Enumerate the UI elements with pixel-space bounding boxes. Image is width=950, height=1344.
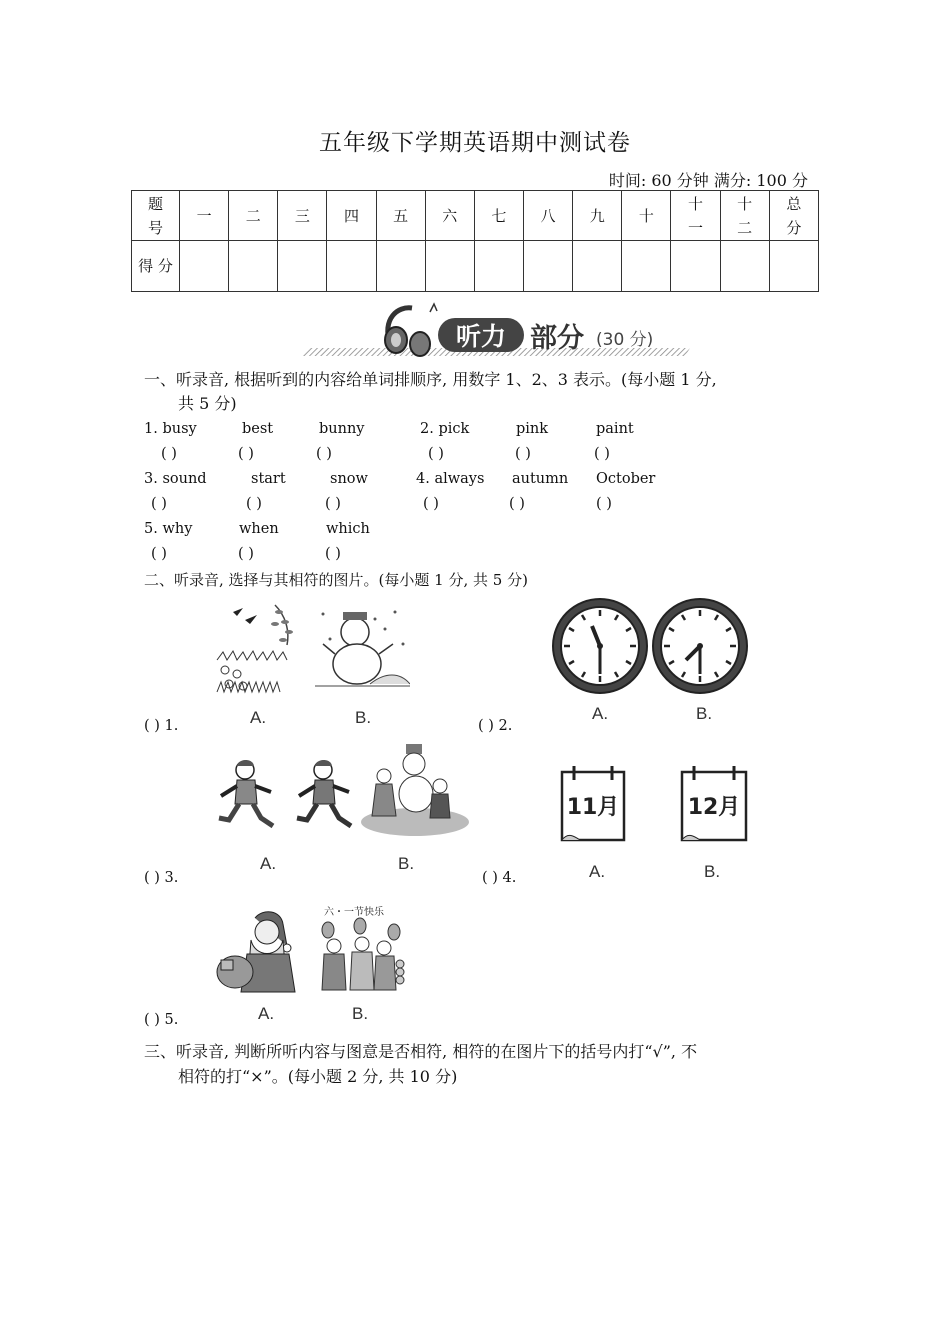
section2-heading: 二、听录音, 选择与其相符的图片。(每小题 1 分, 共 5 分)	[144, 571, 528, 589]
page-title: 五年级下学期英语期中测试卷	[319, 130, 631, 156]
calendar-icon	[558, 762, 628, 844]
score-table-header-cell: 十 二	[720, 191, 769, 241]
list-item: start	[251, 471, 286, 487]
list-item: 3. sound	[144, 471, 207, 487]
childrens-day-picture	[308, 902, 408, 994]
score-table-header-cell: 一	[180, 191, 229, 241]
option-b-label: B.	[696, 704, 713, 723]
list-item: paint	[596, 421, 634, 437]
score-table-header-cell: 四	[327, 191, 376, 241]
santa-picture	[215, 906, 303, 994]
option-a-label: A.	[260, 854, 277, 873]
answer-blank[interactable]: ( )	[151, 546, 167, 562]
question-2-2[interactable]: ( ) 2.	[478, 718, 513, 734]
score-table-score-row	[132, 241, 819, 292]
banner-points: (30 分)	[596, 330, 654, 350]
headphones-icon	[385, 304, 437, 356]
running-boy-icon	[297, 760, 351, 826]
score-cell[interactable]	[671, 241, 720, 292]
banner-text: 部分	[530, 323, 584, 354]
score-table-header-cell: 二	[229, 191, 278, 241]
score-table-label-cell: 得 分	[132, 241, 180, 292]
score-table-header-row	[132, 191, 819, 241]
score-table-header-cell: 三	[278, 191, 327, 241]
clocks-picture	[550, 596, 750, 696]
score-cell[interactable]	[376, 241, 425, 292]
question-2-5[interactable]: ( ) 5.	[144, 1012, 179, 1028]
answer-blank[interactable]: ( )	[151, 496, 167, 512]
option-a-label: A.	[258, 1004, 275, 1023]
list-item: pink	[516, 421, 549, 437]
score-cell[interactable]	[425, 241, 474, 292]
score-cell[interactable]	[229, 241, 278, 292]
score-cell[interactable]	[769, 241, 818, 292]
listening-banner	[280, 300, 690, 360]
score-table-header-cell: 十 一	[671, 191, 720, 241]
answer-blank[interactable]: ( )	[428, 446, 444, 462]
question-2-1[interactable]: ( ) 1.	[144, 718, 179, 734]
answer-blank[interactable]: ( )	[238, 546, 254, 562]
score-table-header-cell: 七	[474, 191, 523, 241]
answer-blank[interactable]: ( )	[594, 446, 610, 462]
section1-heading-line1: 一、听录音, 根据听到的内容给单词排顺序, 用数字 1、2、3 表示。(每小题 1 分,	[144, 370, 717, 389]
option-a-label: A.	[250, 708, 267, 727]
score-cell[interactable]	[720, 241, 769, 292]
answer-blank[interactable]: ( )	[161, 446, 177, 462]
option-b-label: B.	[704, 862, 721, 881]
question-2-3[interactable]: ( ) 3.	[144, 870, 179, 886]
clock-icon	[653, 599, 747, 693]
score-table-header-cell: 五	[376, 191, 425, 241]
score-cell[interactable]	[622, 241, 671, 292]
answer-blank[interactable]: ( )	[238, 446, 254, 462]
score-cell[interactable]	[573, 241, 622, 292]
answer-blank[interactable]: ( )	[325, 496, 341, 512]
kids-snowman-picture	[360, 742, 470, 837]
answer-blank[interactable]: ( )	[423, 496, 439, 512]
option-a-label: A.	[589, 862, 606, 881]
snowman-picture	[315, 604, 410, 689]
calendar-icon	[678, 762, 750, 844]
spring-picture	[215, 600, 300, 696]
list-item: 5. why	[144, 521, 193, 537]
score-table	[131, 190, 819, 292]
section3-heading-line1: 三、听录音, 判断所听内容与图意是否相符, 相符的在图片下的括号内打“√”, 不	[144, 1042, 698, 1061]
calendar-month-label: 12月	[687, 795, 741, 820]
banner-tag: 听力	[455, 322, 507, 351]
score-cell[interactable]	[474, 241, 523, 292]
score-cell[interactable]	[327, 241, 376, 292]
option-b-label: B.	[355, 708, 372, 727]
answer-blank[interactable]: ( )	[515, 446, 531, 462]
list-item: 4. always	[416, 471, 485, 487]
answer-blank[interactable]: ( )	[246, 496, 262, 512]
list-item: which	[326, 521, 370, 537]
list-item: autumn	[512, 471, 569, 487]
list-item: October	[596, 471, 656, 487]
score-cell[interactable]	[180, 241, 229, 292]
answer-blank[interactable]: ( )	[596, 496, 612, 512]
section3-heading-line2: 相符的打“×”。(每小题 2 分, 共 10 分)	[178, 1067, 458, 1086]
answer-blank[interactable]: ( )	[316, 446, 332, 462]
calendar-month-label: 11月	[566, 795, 620, 820]
score-table-header-cell: 十	[622, 191, 671, 241]
score-table-header-cell: 总 分	[769, 191, 818, 241]
option-b-label: B.	[398, 854, 415, 873]
list-item: bunny	[319, 421, 365, 437]
running-boy-icon	[219, 760, 273, 826]
option-a-label: A.	[592, 704, 609, 723]
question-2-4[interactable]: ( ) 4.	[482, 870, 517, 886]
score-table-header-cell: 八	[523, 191, 572, 241]
festival-banner-text: 六・一节快乐	[324, 907, 384, 918]
score-table-header-cell: 六	[425, 191, 474, 241]
clock-icon	[553, 599, 647, 693]
score-table-header-cell: 九	[573, 191, 622, 241]
running-boys-picture	[215, 756, 360, 836]
list-item: when	[239, 521, 279, 537]
list-item: 2. pick	[420, 421, 470, 437]
option-b-label: B.	[352, 1004, 369, 1023]
score-table-label-cell: 题 号	[132, 191, 180, 241]
section1-heading-line2: 共 5 分)	[178, 394, 237, 413]
exam-meta: 时间: 60 分钟 满分: 100 分	[608, 171, 808, 190]
answer-blank[interactable]: ( )	[325, 546, 341, 562]
answer-blank[interactable]: ( )	[509, 496, 525, 512]
score-cell[interactable]	[278, 241, 327, 292]
score-cell[interactable]	[523, 241, 572, 292]
list-item: snow	[330, 471, 368, 487]
list-item: best	[242, 421, 274, 437]
list-item: 1. busy	[144, 421, 197, 437]
